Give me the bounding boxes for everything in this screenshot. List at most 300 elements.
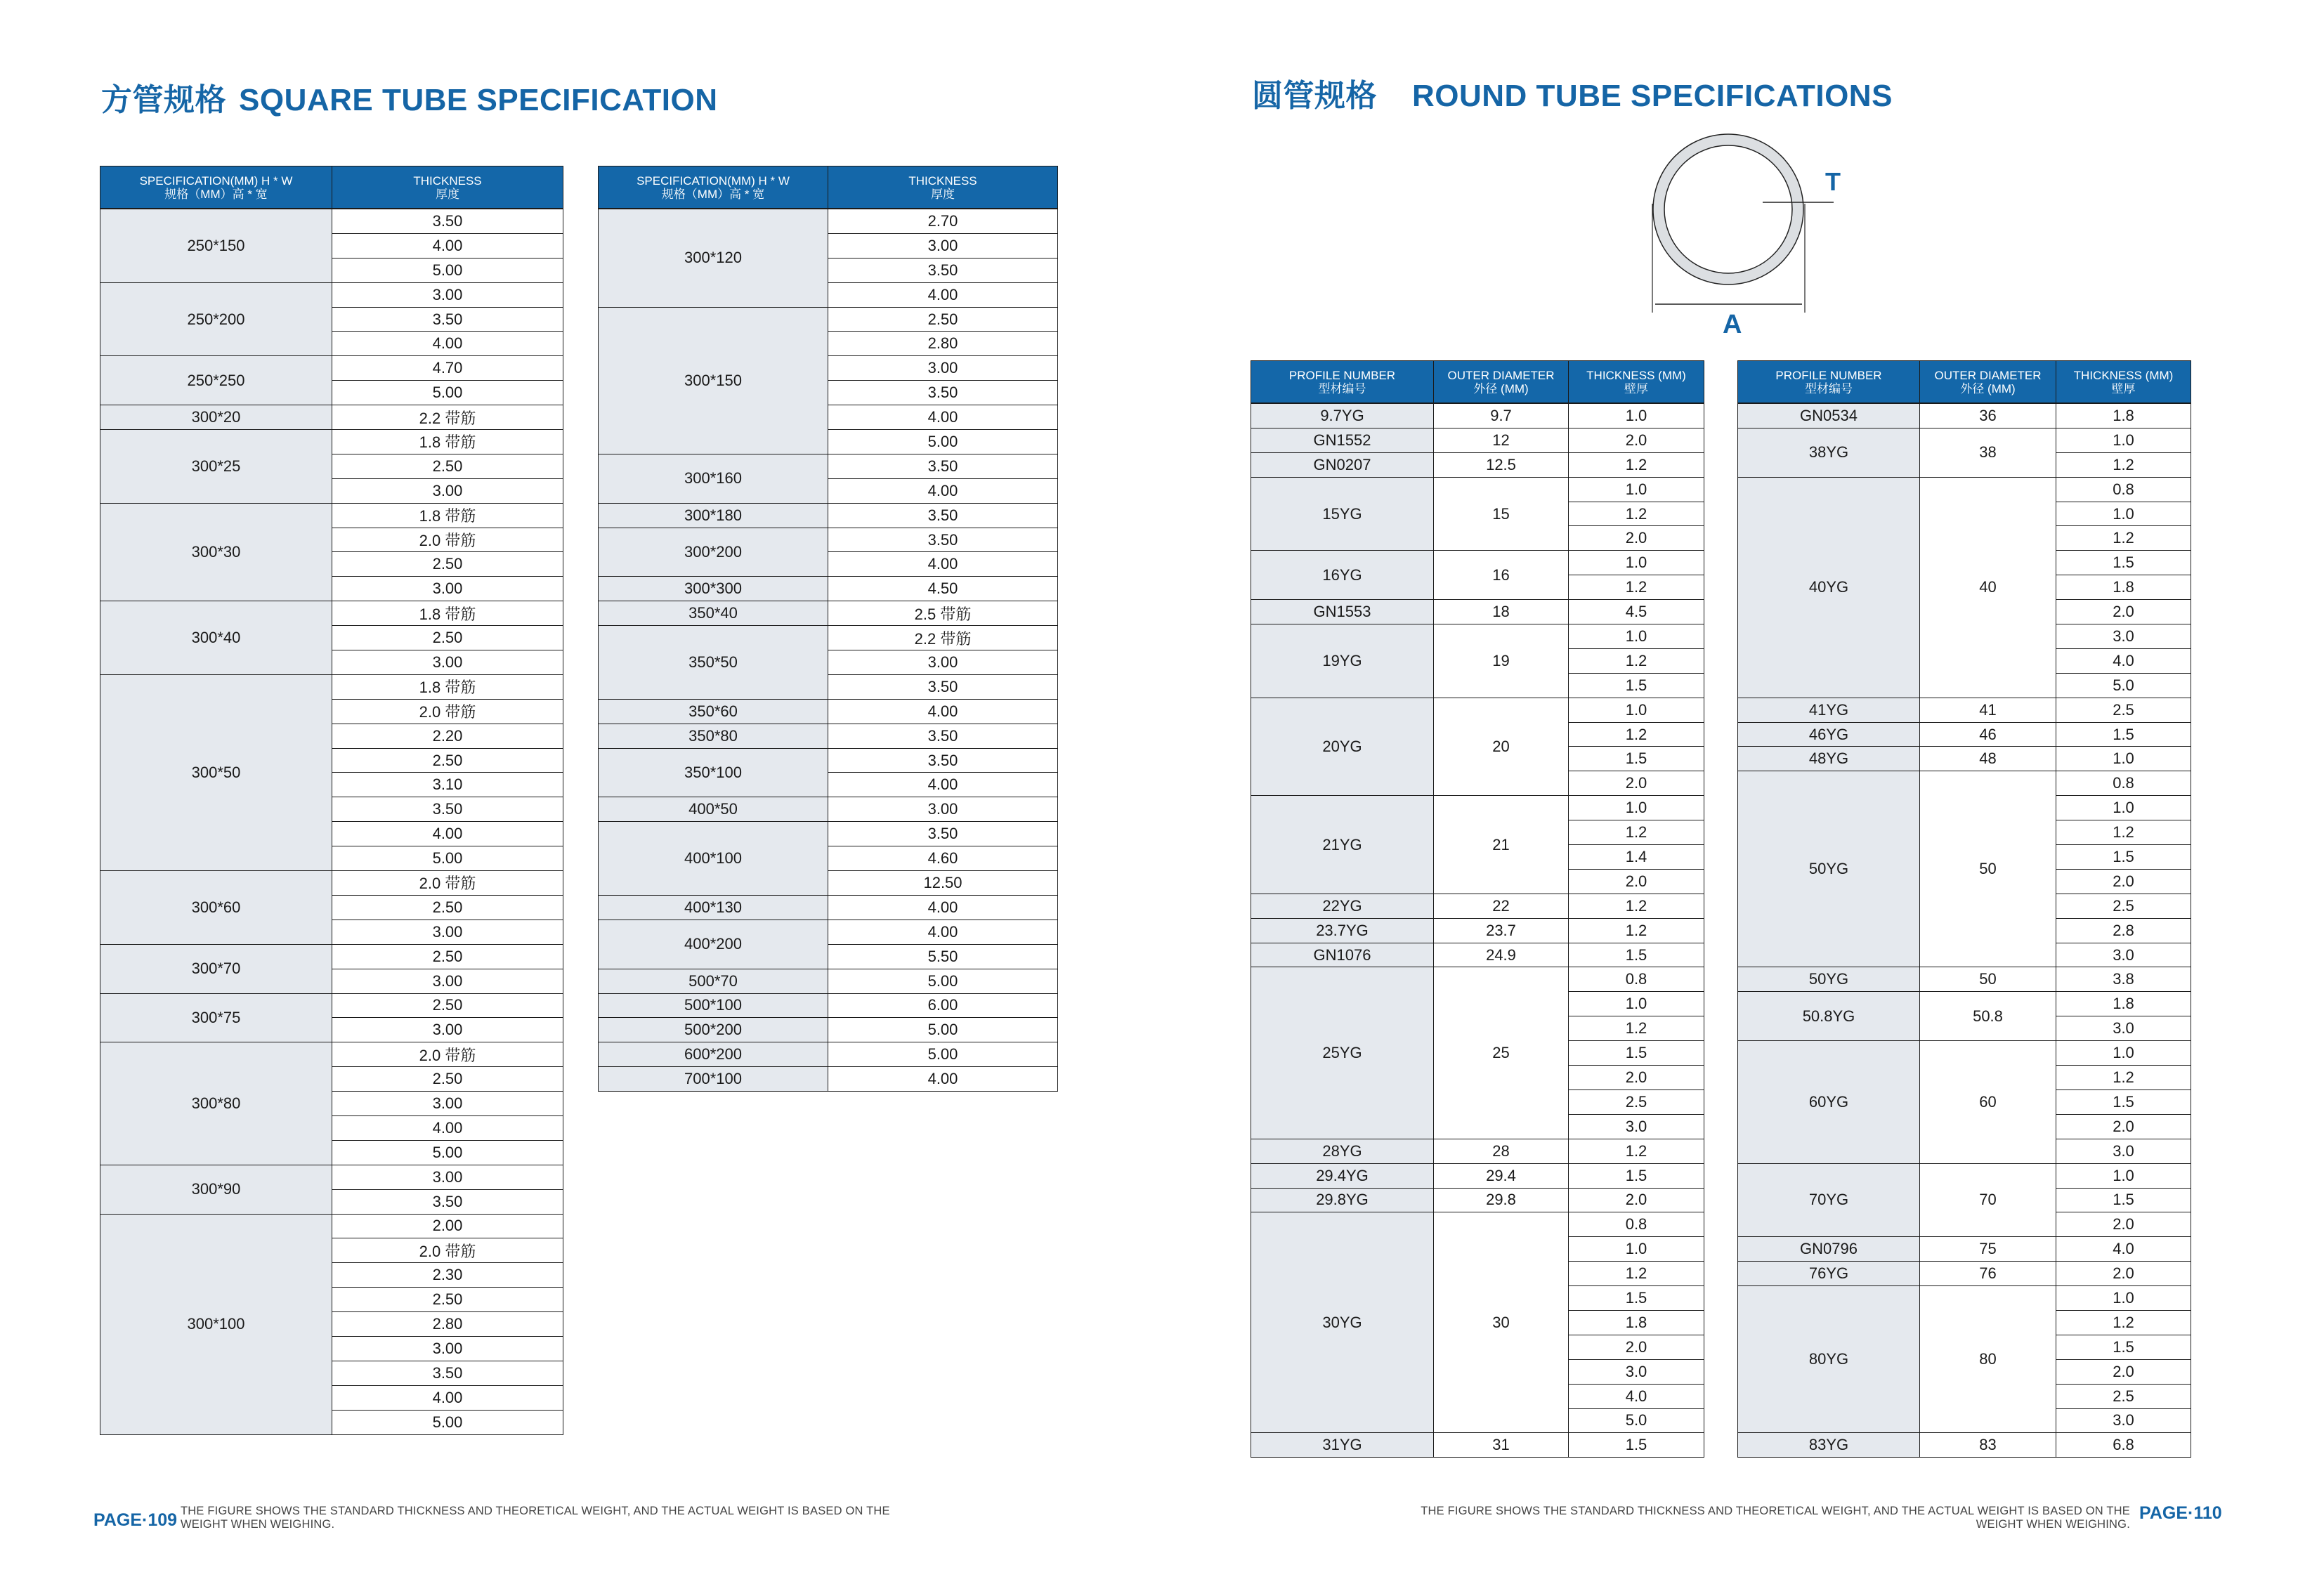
table-row bbox=[1251, 796, 1704, 820]
table-row bbox=[599, 307, 1058, 332]
thickness-cell: 1.0 bbox=[2056, 428, 2191, 452]
table-row bbox=[1251, 600, 1704, 624]
page-number-right: PAGE·110 bbox=[2139, 1503, 2222, 1523]
thickness-cell: 2.5 bbox=[2056, 894, 2191, 918]
thickness-cell: 3.0 bbox=[2056, 1408, 2191, 1433]
spec-cell: 300*70 bbox=[100, 944, 332, 993]
spec-header-en: SPECIFICATION(MM) H * W bbox=[139, 174, 293, 188]
thickness-cell: 3.00 bbox=[332, 1018, 563, 1042]
thickness-cell: 3.50 bbox=[828, 674, 1058, 699]
tube-inner-bore bbox=[1664, 145, 1792, 273]
thickness-header bbox=[332, 166, 563, 209]
thickness-cell: 2.0 bbox=[1569, 428, 1704, 452]
spec-cell: 600*200 bbox=[599, 1042, 828, 1067]
thickness-cell: 5.00 bbox=[332, 1410, 563, 1434]
thickness-cell: 5.00 bbox=[332, 381, 563, 405]
outer-diameter-header bbox=[1434, 361, 1569, 404]
thickness-cell: 2.0 bbox=[1569, 1335, 1704, 1359]
thickness-cell: 2.0 带筋 bbox=[332, 871, 563, 896]
thickness-cell: 1.0 bbox=[2056, 1286, 2191, 1311]
thickness-cell: 1.5 bbox=[1569, 1041, 1704, 1066]
profile-cell: GN0207 bbox=[1251, 452, 1434, 477]
table-row bbox=[100, 674, 563, 699]
thickness-cell: 1.8 bbox=[2056, 575, 2191, 600]
thickness-cell: 5.0 bbox=[1569, 1408, 1704, 1433]
outer-diameter-cell: 50 bbox=[1920, 967, 2056, 992]
table-row bbox=[599, 1067, 1058, 1092]
thickness-cell: 4.50 bbox=[828, 577, 1058, 601]
table-row bbox=[1251, 477, 1704, 502]
thickness-cell: 1.5 bbox=[1569, 1163, 1704, 1188]
thickness-cell: 6.8 bbox=[2056, 1433, 2191, 1458]
profile-header-cn: 型材编号 bbox=[1805, 381, 1853, 395]
thickness-cell: 3.50 bbox=[828, 381, 1058, 405]
spec-header bbox=[100, 166, 332, 209]
thickness-cell: 3.50 bbox=[828, 454, 1058, 478]
thickness-cell: 1.5 bbox=[2056, 1089, 2191, 1114]
thickness-cell: 3.50 bbox=[828, 748, 1058, 773]
thickness-header-en: THICKNESS (MM) bbox=[1586, 368, 1686, 382]
table-row bbox=[1738, 1286, 2191, 1311]
table-row bbox=[1738, 477, 2191, 502]
thickness-cell: 4.0 bbox=[1569, 1384, 1704, 1408]
table-row bbox=[1738, 771, 2191, 796]
spec-header-cn: 规格（MM）高 * 宽 bbox=[164, 187, 268, 201]
table-row bbox=[100, 1214, 563, 1238]
thickness-cell: 4.00 bbox=[332, 1385, 563, 1410]
title-cn: 方管规格 bbox=[101, 83, 226, 117]
thickness-cell: 1.0 bbox=[2056, 502, 2191, 526]
spec-cell: 300*100 bbox=[100, 1214, 332, 1434]
table-row bbox=[599, 822, 1058, 846]
thickness-cell: 1.0 bbox=[2056, 1163, 2191, 1188]
spec-cell: 400*100 bbox=[599, 822, 828, 896]
spec-cell: 350*100 bbox=[599, 748, 828, 797]
spec-cell: 250*250 bbox=[100, 356, 332, 405]
thickness-cell: 2.0 bbox=[1569, 771, 1704, 796]
profile-cell: 83YG bbox=[1738, 1433, 1920, 1458]
outer-diameter-cell: 23.7 bbox=[1434, 918, 1569, 943]
thickness-cell: 2.80 bbox=[332, 1312, 563, 1337]
table-header-row bbox=[1251, 361, 1704, 404]
thickness-header-cn: 壁厚 bbox=[2111, 381, 2136, 395]
thickness-cell: 3.00 bbox=[332, 969, 563, 993]
spec-cell: 500*200 bbox=[599, 1018, 828, 1042]
profile-cell: GN1552 bbox=[1251, 428, 1434, 452]
spec-header-cn: 规格（MM）高 * 宽 bbox=[661, 187, 765, 201]
thickness-label: T bbox=[1825, 167, 1841, 196]
outer-diameter-cell: 20 bbox=[1434, 698, 1569, 796]
thickness-cell: 2.0 bbox=[1569, 526, 1704, 551]
thickness-cell: 1.0 bbox=[1569, 551, 1704, 575]
thickness-cell: 5.50 bbox=[828, 944, 1058, 969]
outer-diameter-cell: 24.9 bbox=[1434, 943, 1569, 967]
thickness-cell: 3.0 bbox=[2056, 943, 2191, 967]
profile-cell: 80YG bbox=[1738, 1286, 1920, 1433]
thickness-cell: 5.00 bbox=[332, 846, 563, 871]
thickness-cell: 2.50 bbox=[332, 993, 563, 1018]
thickness-cell: 4.00 bbox=[828, 699, 1058, 724]
thickness-cell: 1.2 bbox=[1569, 918, 1704, 943]
thickness-cell: 3.0 bbox=[2056, 1016, 2191, 1041]
thickness-cell: 2.00 bbox=[332, 1214, 563, 1238]
table-header-row bbox=[100, 166, 563, 209]
thickness-cell: 2.50 bbox=[332, 1067, 563, 1092]
thickness-cell: 0.8 bbox=[2056, 477, 2191, 502]
table-row bbox=[599, 748, 1058, 773]
spec-cell: 300*60 bbox=[100, 871, 332, 945]
thickness-cell: 2.50 bbox=[332, 748, 563, 773]
square-tube-table-1 bbox=[100, 166, 563, 1435]
footer-note-left bbox=[181, 1505, 890, 1531]
thickness-cell: 1.8 bbox=[2056, 992, 2191, 1016]
profile-cell: 23.7YG bbox=[1251, 918, 1434, 943]
profile-header bbox=[1738, 361, 1920, 404]
profile-cell: 50YG bbox=[1738, 771, 1920, 967]
profile-cell: 38YG bbox=[1738, 428, 1920, 477]
outer-diameter-cell: 60 bbox=[1920, 1041, 2056, 1163]
thickness-cell: 3.50 bbox=[828, 528, 1058, 552]
thickness-cell: 3.00 bbox=[828, 356, 1058, 381]
thickness-cell: 3.0 bbox=[1569, 1359, 1704, 1384]
thickness-cell: 1.8 bbox=[2056, 403, 2191, 428]
table-row bbox=[1738, 722, 2191, 747]
thickness-cell: 1.2 bbox=[1569, 648, 1704, 673]
table-row bbox=[1738, 967, 2191, 992]
thickness-header bbox=[2056, 361, 2191, 404]
thickness-header bbox=[1569, 361, 1704, 404]
table-row bbox=[100, 430, 563, 454]
thickness-cell: 12.50 bbox=[828, 871, 1058, 896]
spec-cell: 300*80 bbox=[100, 1042, 332, 1165]
thickness-cell: 4.00 bbox=[828, 920, 1058, 944]
thickness-cell: 1.5 bbox=[1569, 943, 1704, 967]
thickness-cell: 1.2 bbox=[1569, 894, 1704, 918]
table-row bbox=[100, 356, 563, 381]
outer-diameter-cell: 31 bbox=[1434, 1433, 1569, 1458]
spec-cell: 700*100 bbox=[599, 1067, 828, 1092]
table-row bbox=[1251, 1188, 1704, 1212]
thickness-header-en: THICKNESS bbox=[908, 174, 977, 188]
profile-cell: GN1553 bbox=[1251, 600, 1434, 624]
thickness-cell: 5.00 bbox=[828, 1042, 1058, 1067]
thickness-cell: 1.5 bbox=[2056, 722, 2191, 747]
table-row bbox=[1251, 698, 1704, 722]
outer-diameter-cell: 16 bbox=[1434, 551, 1569, 600]
outer-diameter-cell: 29.8 bbox=[1434, 1188, 1569, 1212]
profile-cell: 9.7YG bbox=[1251, 403, 1434, 428]
table-row bbox=[599, 920, 1058, 944]
thickness-cell: 3.00 bbox=[332, 920, 563, 944]
profile-cell: 29.4YG bbox=[1251, 1163, 1434, 1188]
thickness-cell: 4.00 bbox=[332, 822, 563, 846]
thickness-cell: 3.50 bbox=[828, 503, 1058, 528]
thickness-cell: 5.0 bbox=[2056, 673, 2191, 698]
thickness-cell: 5.00 bbox=[828, 969, 1058, 993]
table-row bbox=[599, 1018, 1058, 1042]
thickness-cell: 2.50 bbox=[332, 1288, 563, 1312]
table-row bbox=[599, 626, 1058, 650]
thickness-cell: 1.2 bbox=[1569, 820, 1704, 845]
thickness-cell: 1.2 bbox=[2056, 1310, 2191, 1335]
table-row bbox=[599, 577, 1058, 601]
thickness-cell: 4.00 bbox=[332, 332, 563, 356]
thickness-cell: 2.2 带筋 bbox=[828, 626, 1058, 650]
outer-diameter-cell: 22 bbox=[1434, 894, 1569, 918]
thickness-cell: 1.0 bbox=[2056, 747, 2191, 771]
profile-cell: 15YG bbox=[1251, 477, 1434, 551]
thickness-cell: 3.50 bbox=[828, 822, 1058, 846]
profile-cell: 70YG bbox=[1738, 1163, 1920, 1237]
thickness-cell: 1.0 bbox=[1569, 698, 1704, 722]
table-row bbox=[100, 209, 563, 233]
thickness-cell: 1.2 bbox=[1569, 1262, 1704, 1286]
table-row bbox=[1251, 1433, 1704, 1458]
outer-diameter-cell: 80 bbox=[1920, 1286, 2056, 1433]
profile-cell: GN1076 bbox=[1251, 943, 1434, 967]
thickness-cell: 3.00 bbox=[332, 478, 563, 503]
thickness-cell: 2.2 带筋 bbox=[332, 405, 563, 430]
thickness-cell: 1.0 bbox=[1569, 477, 1704, 502]
profile-cell: 46YG bbox=[1738, 722, 1920, 747]
outer-diameter-cell: 29.4 bbox=[1434, 1163, 1569, 1188]
footer-note-right bbox=[1421, 1505, 2130, 1531]
spec-cell: 300*20 bbox=[100, 405, 332, 430]
profile-cell: 50.8YG bbox=[1738, 992, 1920, 1041]
thickness-cell: 6.00 bbox=[828, 993, 1058, 1018]
thickness-cell: 1.2 bbox=[2056, 526, 2191, 551]
table-row bbox=[599, 993, 1058, 1018]
outer-diameter-cell: 21 bbox=[1434, 796, 1569, 894]
thickness-cell: 2.0 bbox=[2056, 1359, 2191, 1384]
thickness-cell: 1.2 bbox=[2056, 452, 2191, 477]
square-tube-title bbox=[101, 74, 718, 119]
title-en: ROUND TUBE SPECIFICATIONS bbox=[1412, 79, 1893, 113]
title-cn: 圆管规格 bbox=[1252, 79, 1377, 113]
thickness-cell: 3.50 bbox=[332, 307, 563, 332]
thickness-cell: 4.00 bbox=[332, 233, 563, 258]
spec-cell: 300*75 bbox=[100, 993, 332, 1042]
thickness-cell: 4.00 bbox=[828, 405, 1058, 430]
table-row bbox=[1738, 1041, 2191, 1066]
profile-cell: GN0796 bbox=[1738, 1237, 1920, 1262]
title-en: SQUARE TUBE SPECIFICATION bbox=[239, 83, 718, 117]
outer-diameter-cell: 50.8 bbox=[1920, 992, 2056, 1041]
thickness-cell: 1.0 bbox=[1569, 1237, 1704, 1262]
table-header-row bbox=[1738, 361, 2191, 404]
outer-diameter-cell: 41 bbox=[1920, 698, 2056, 722]
table-row bbox=[1251, 943, 1704, 967]
table-row bbox=[100, 1165, 563, 1189]
footer-line-2: WEIGHT WHEN WEIGHING. bbox=[1976, 1518, 2130, 1531]
profile-cell: 50YG bbox=[1738, 967, 1920, 992]
table-row bbox=[1738, 747, 2191, 771]
outer-diameter-cell: 18 bbox=[1434, 600, 1569, 624]
profile-cell: 16YG bbox=[1251, 551, 1434, 600]
spec-cell: 300*160 bbox=[599, 454, 828, 503]
thickness-cell: 3.0 bbox=[1569, 1114, 1704, 1139]
profile-cell: 25YG bbox=[1251, 967, 1434, 1139]
thickness-header-cn: 壁厚 bbox=[1624, 381, 1648, 395]
table-row bbox=[1251, 403, 1704, 428]
thickness-cell: 4.00 bbox=[828, 478, 1058, 503]
profile-cell: 21YG bbox=[1251, 796, 1434, 894]
profile-header-en: PROFILE NUMBER bbox=[1775, 368, 1882, 382]
thickness-cell: 1.0 bbox=[2056, 796, 2191, 820]
table-header-row bbox=[599, 166, 1058, 209]
spec-cell: 300*180 bbox=[599, 503, 828, 528]
thickness-cell: 1.5 bbox=[2056, 845, 2191, 870]
page-number-left: PAGE·109 bbox=[93, 1510, 178, 1530]
spec-cell: 350*60 bbox=[599, 699, 828, 724]
thickness-cell: 3.50 bbox=[332, 209, 563, 233]
thickness-cell: 0.8 bbox=[2056, 771, 2191, 796]
outer-diameter-cell: 70 bbox=[1920, 1163, 2056, 1237]
thickness-cell: 1.5 bbox=[1569, 1433, 1704, 1458]
table-row bbox=[1738, 698, 2191, 722]
thickness-cell: 1.2 bbox=[1569, 1016, 1704, 1041]
table-row bbox=[1738, 1163, 2191, 1188]
thickness-cell: 2.0 bbox=[2056, 1262, 2191, 1286]
outer-diameter-cell: 48 bbox=[1920, 747, 2056, 771]
thickness-cell: 2.50 bbox=[332, 552, 563, 577]
table-row bbox=[1251, 452, 1704, 477]
thickness-cell: 4.00 bbox=[828, 895, 1058, 920]
table-row bbox=[1738, 403, 2191, 428]
profile-cell: 48YG bbox=[1738, 747, 1920, 771]
profile-cell: 41YG bbox=[1738, 698, 1920, 722]
thickness-cell: 3.00 bbox=[332, 282, 563, 307]
outer-diameter-header bbox=[1920, 361, 2056, 404]
table-row bbox=[1738, 1262, 2191, 1286]
outer-diameter-cell: 36 bbox=[1920, 403, 2056, 428]
thickness-cell: 2.20 bbox=[332, 724, 563, 748]
table-row bbox=[100, 944, 563, 969]
table-row bbox=[100, 282, 563, 307]
thickness-cell: 2.0 bbox=[1569, 1066, 1704, 1090]
spec-cell: 500*70 bbox=[599, 969, 828, 993]
table-row bbox=[599, 528, 1058, 552]
round-tube-table-1 bbox=[1251, 360, 1704, 1458]
round-tube-table-2 bbox=[1737, 360, 2191, 1458]
outer-diameter-cell: 46 bbox=[1920, 722, 2056, 747]
outer-diameter-cell: 40 bbox=[1920, 477, 2056, 698]
thickness-cell: 2.0 带筋 bbox=[332, 1042, 563, 1067]
thickness-cell: 2.5 bbox=[2056, 1384, 2191, 1408]
table-row bbox=[100, 993, 563, 1018]
thickness-cell: 1.0 bbox=[1569, 624, 1704, 649]
thickness-cell: 5.00 bbox=[828, 430, 1058, 454]
thickness-cell: 2.0 bbox=[2056, 869, 2191, 894]
thickness-cell: 0.8 bbox=[1569, 967, 1704, 992]
thickness-cell: 1.5 bbox=[1569, 673, 1704, 698]
thickness-cell: 1.5 bbox=[2056, 551, 2191, 575]
spec-cell: 300*200 bbox=[599, 528, 828, 577]
square-tube-table-2 bbox=[598, 166, 1058, 1092]
thickness-cell: 3.00 bbox=[828, 797, 1058, 822]
outer-diameter-cell: 76 bbox=[1920, 1262, 2056, 1286]
thickness-cell: 4.0 bbox=[2056, 1237, 2191, 1262]
outer-diameter-cell: 12 bbox=[1434, 428, 1569, 452]
table-row bbox=[1251, 894, 1704, 918]
thickness-cell: 2.5 bbox=[1569, 1089, 1704, 1114]
table-row bbox=[599, 699, 1058, 724]
thickness-cell: 1.5 bbox=[1569, 747, 1704, 771]
thickness-cell: 1.0 bbox=[1569, 992, 1704, 1016]
thickness-cell: 2.0 bbox=[2056, 600, 2191, 624]
outer-diameter-cell: 19 bbox=[1434, 624, 1569, 698]
thickness-cell: 4.0 bbox=[2056, 648, 2191, 673]
table-row bbox=[1738, 1433, 2191, 1458]
thickness-cell: 1.5 bbox=[1569, 1286, 1704, 1311]
table-row bbox=[599, 503, 1058, 528]
table-row bbox=[599, 969, 1058, 993]
outer-diameter-cell: 50 bbox=[1920, 771, 2056, 967]
profile-cell: 28YG bbox=[1251, 1139, 1434, 1163]
thickness-cell: 3.50 bbox=[828, 724, 1058, 748]
thickness-cell: 3.00 bbox=[332, 1165, 563, 1189]
spec-cell: 400*50 bbox=[599, 797, 828, 822]
thickness-cell: 1.2 bbox=[2056, 820, 2191, 845]
profile-cell: 29.8YG bbox=[1251, 1188, 1434, 1212]
table-row bbox=[599, 1042, 1058, 1067]
profile-cell: 60YG bbox=[1738, 1041, 1920, 1163]
thickness-cell: 4.00 bbox=[828, 282, 1058, 307]
thickness-header-cn: 厚度 bbox=[931, 187, 955, 201]
table-row bbox=[1251, 1139, 1704, 1163]
profile-cell: 22YG bbox=[1251, 894, 1434, 918]
table-row bbox=[1251, 428, 1704, 452]
thickness-cell: 2.50 bbox=[332, 626, 563, 650]
thickness-cell: 2.0 bbox=[2056, 1114, 2191, 1139]
thickness-cell: 2.80 bbox=[828, 332, 1058, 356]
table-row bbox=[599, 797, 1058, 822]
thickness-cell: 4.00 bbox=[332, 1115, 563, 1140]
thickness-cell: 2.0 bbox=[2056, 1212, 2191, 1237]
thickness-cell: 0.8 bbox=[1569, 1212, 1704, 1237]
spec-header bbox=[599, 166, 828, 209]
thickness-cell: 1.0 bbox=[1569, 796, 1704, 820]
thickness-cell: 1.0 bbox=[1569, 403, 1704, 428]
thickness-cell: 2.30 bbox=[332, 1263, 563, 1288]
thickness-cell: 5.00 bbox=[828, 1018, 1058, 1042]
thickness-cell: 1.2 bbox=[1569, 502, 1704, 526]
table-row bbox=[599, 601, 1058, 626]
profile-cell: 31YG bbox=[1251, 1433, 1434, 1458]
round-tube-diagram bbox=[1637, 126, 1862, 351]
thickness-cell: 2.50 bbox=[332, 944, 563, 969]
thickness-cell: 4.5 bbox=[1569, 600, 1704, 624]
outer-diameter-cell: 28 bbox=[1434, 1139, 1569, 1163]
thickness-cell: 1.8 带筋 bbox=[332, 601, 563, 626]
thickness-cell: 4.00 bbox=[828, 1067, 1058, 1092]
spec-cell: 350*50 bbox=[599, 626, 828, 700]
spec-cell: 300*300 bbox=[599, 577, 828, 601]
od-header-en: OUTER DIAMETER bbox=[1447, 368, 1555, 382]
thickness-header-cn: 厚度 bbox=[436, 187, 459, 201]
table-row bbox=[1738, 428, 2191, 452]
thickness-cell: 1.0 bbox=[2056, 1041, 2191, 1066]
spec-cell: 400*200 bbox=[599, 920, 828, 969]
table-row bbox=[1251, 624, 1704, 649]
diameter-label: A bbox=[1723, 310, 1742, 339]
thickness-cell: 2.70 bbox=[828, 209, 1058, 233]
thickness-cell: 4.60 bbox=[828, 846, 1058, 871]
table-row bbox=[599, 454, 1058, 478]
spec-cell: 500*100 bbox=[599, 993, 828, 1018]
thickness-cell: 1.5 bbox=[2056, 1335, 2191, 1359]
thickness-cell: 1.8 bbox=[1569, 1310, 1704, 1335]
